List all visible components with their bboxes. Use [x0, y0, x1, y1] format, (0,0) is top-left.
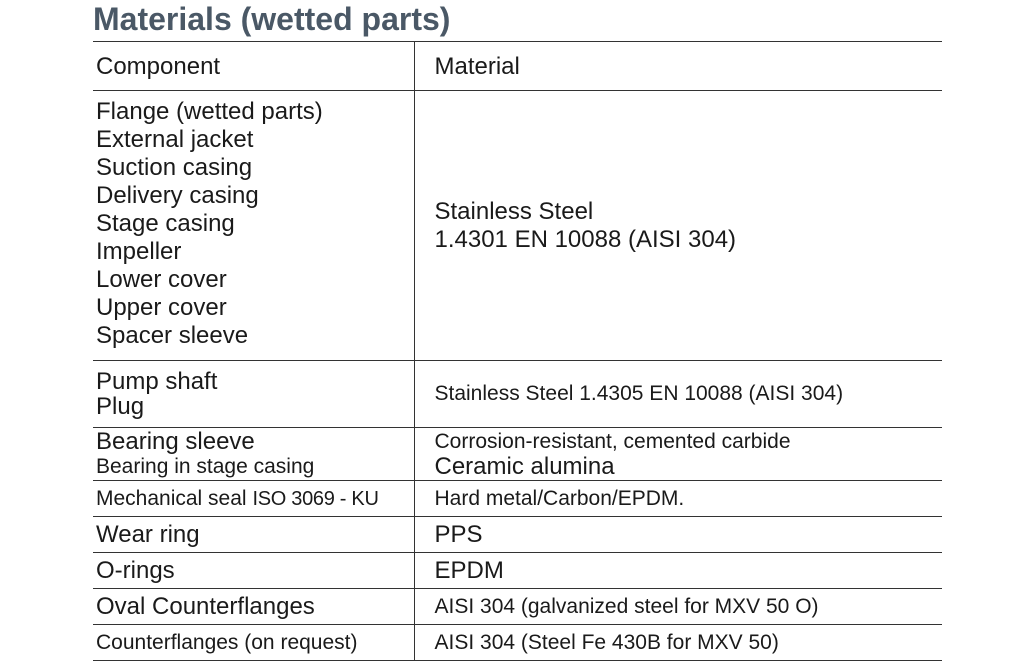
component-name: Suction casing [96, 154, 253, 181]
table-row [93, 625, 942, 661]
material-cell [414, 481, 942, 517]
component-name: Bearing sleeve [96, 428, 255, 455]
material-name: Corrosion-resistant, cemented carbide [434, 430, 791, 453]
component-name: Delivery casing [96, 182, 259, 209]
material-cell [414, 91, 942, 361]
component-name: Wear ring [96, 520, 200, 548]
material-name: EPDM [434, 556, 504, 584]
material-name: 1.4301 EN 10088 (AISI 304) [434, 225, 737, 253]
component-name: Plug [96, 393, 145, 420]
component-name: O-rings [96, 556, 175, 584]
material-name: AISI 304 (galvanized steel for MXV 50 O) [434, 594, 819, 618]
material-name: Stainless Steel [434, 197, 594, 225]
component-name: Upper cover [96, 294, 227, 321]
component-cell [93, 481, 414, 517]
material-name: Stainless Steel 1.4305 EN 10088 (AISI 304) [434, 382, 844, 405]
table-row [93, 553, 942, 589]
header-component: Component [96, 53, 221, 80]
component-name: Mechanical seal [96, 486, 247, 510]
header-material: Material [414, 42, 942, 91]
material-name: Hard metal/Carbon/EPDM. [434, 486, 685, 510]
table-row [93, 428, 942, 481]
material-cell [414, 428, 942, 481]
table-header-row [93, 42, 942, 91]
component-name: Impeller [96, 238, 182, 265]
page-title: Materials (wetted parts) [93, 1, 451, 37]
component-name: Oval Counterflanges [96, 592, 315, 620]
table-row [93, 91, 942, 361]
material-name: Ceramic alumina [434, 453, 615, 480]
component-name: Spacer sleeve [96, 322, 249, 349]
component-cell [93, 428, 414, 481]
component-cell [93, 625, 414, 661]
component-name: Stage casing [96, 210, 235, 237]
table-row [93, 589, 942, 625]
component-cell [93, 91, 414, 361]
table-row [93, 517, 942, 553]
component-name: External jacket [96, 126, 254, 153]
component-cell [93, 553, 414, 589]
component-name: Bearing in stage casing [96, 455, 315, 478]
component-name: Flange (wetted parts) [96, 98, 323, 125]
materials-table-container [93, 41, 942, 661]
table-row [93, 481, 942, 517]
component-name: Pump shaft [96, 368, 218, 395]
material-name: PPS [434, 520, 483, 548]
material-cell [414, 361, 942, 428]
component-name: Counterflanges (on request) [96, 630, 358, 654]
component-cell [93, 361, 414, 428]
material-cell [414, 553, 942, 589]
material-cell [414, 517, 942, 553]
material-cell [414, 625, 942, 661]
material-cell [414, 589, 942, 625]
material-name: AISI 304 (Steel Fe 430B for MXV 50) [434, 630, 779, 654]
component-cell [93, 589, 414, 625]
component-name: Lower cover [96, 266, 227, 293]
table-row [93, 361, 942, 428]
materials-table [93, 41, 942, 661]
component-cell [93, 517, 414, 553]
component-standard: ISO 3069 - KU [252, 487, 379, 510]
